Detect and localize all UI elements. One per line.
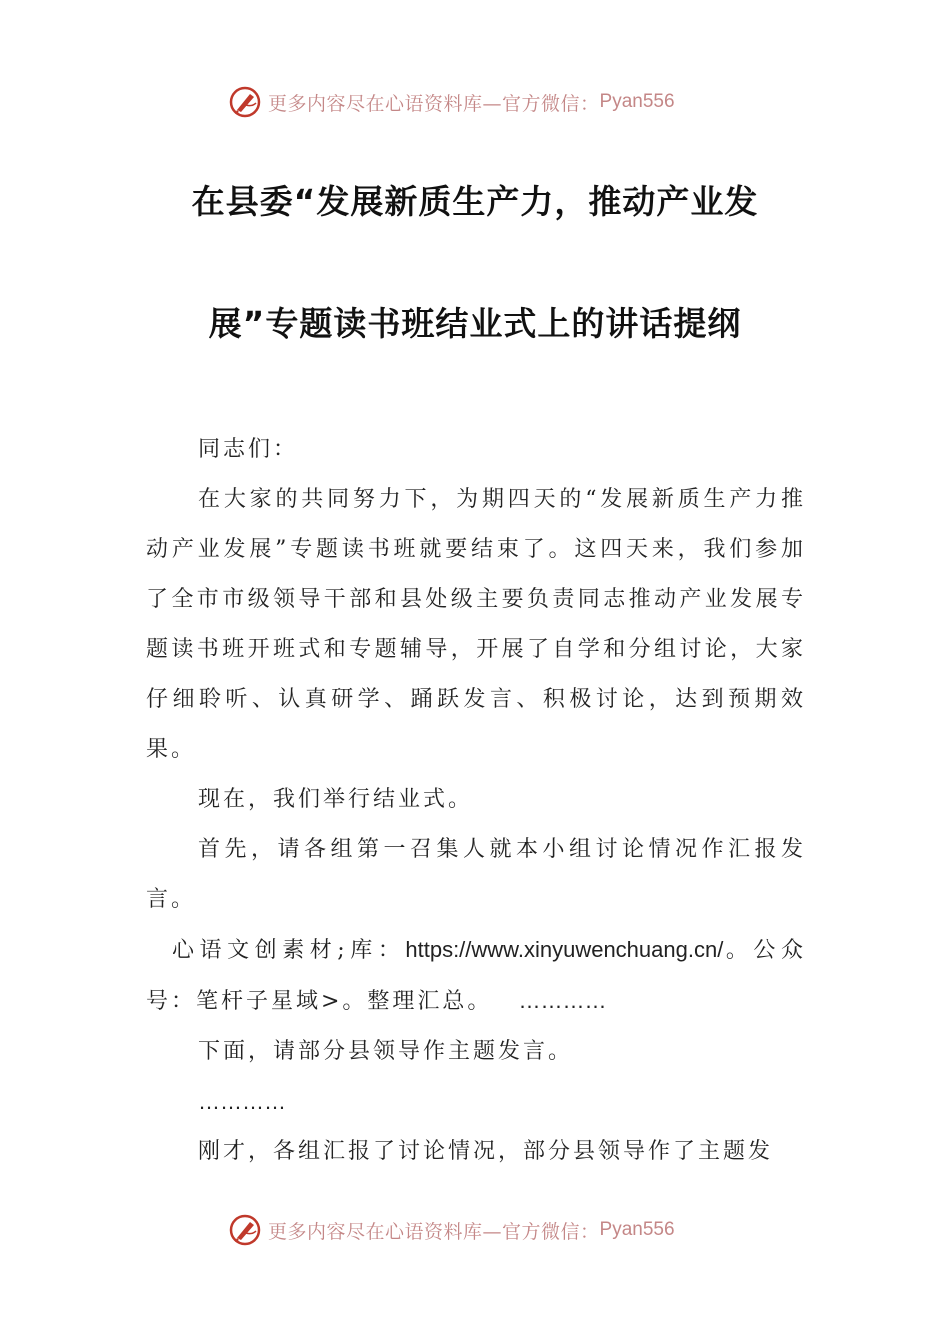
footer-watermark	[228, 1210, 675, 1250]
header-watermark	[228, 82, 675, 122]
document-title-line-2: 展”专题读书班结业式上的讲话提纲	[208, 304, 742, 343]
document-title-line-1: 在县委“发展新质生产力，推动产业发	[191, 182, 759, 221]
source-ellipsis: …………	[518, 988, 607, 1013]
document-body	[146, 425, 806, 1177]
paragraph-2: 现在，我们举行结业式。	[198, 787, 474, 812]
paragraph-5: 刚才，各组汇报了讨论情况，部分县领导作了主题发	[198, 1139, 774, 1164]
source-prefix: 心语文创素材;库：	[172, 938, 406, 963]
watermark-text: 更多内容尽在心语资料库—官方微信：	[268, 1220, 600, 1243]
paragraph-3: 首先，请各组第一召集人就本小组讨论情况作汇报发言。	[146, 837, 806, 912]
watermark-wechat-id: Pyan556	[599, 1219, 675, 1240]
paragraph-4: 下面，请部分县领导作主题发言。	[198, 1039, 574, 1064]
watermark-wechat-id: Pyan556	[599, 91, 675, 112]
source-suffix: 。公众号：笔杆子星域>。整理汇总。	[146, 938, 806, 1014]
ellipsis: …………	[198, 1089, 286, 1114]
pen-logo-icon	[228, 1213, 262, 1247]
source-url: https://www.xinyuwenchuang.cn/	[405, 937, 724, 962]
watermark-text: 更多内容尽在心语资料库—官方微信：	[268, 92, 600, 115]
pen-logo-icon	[228, 85, 262, 119]
greeting: 同志们：	[198, 437, 299, 462]
paragraph-1: 在大家的共同努力下，为期四天的“发展新质生产力推动产业发展”专题读书班就要结束了。这四天来，我们参加了全市市级领导干部和县处级主要负责同志推动产业发展专题读书班开班式和专题辅导，开展了自学和分组讨论，大家仔细聆听、认真研学、踊跃发言、积极讨论，达到预期效果。	[146, 487, 806, 762]
source-note	[146, 925, 806, 1027]
